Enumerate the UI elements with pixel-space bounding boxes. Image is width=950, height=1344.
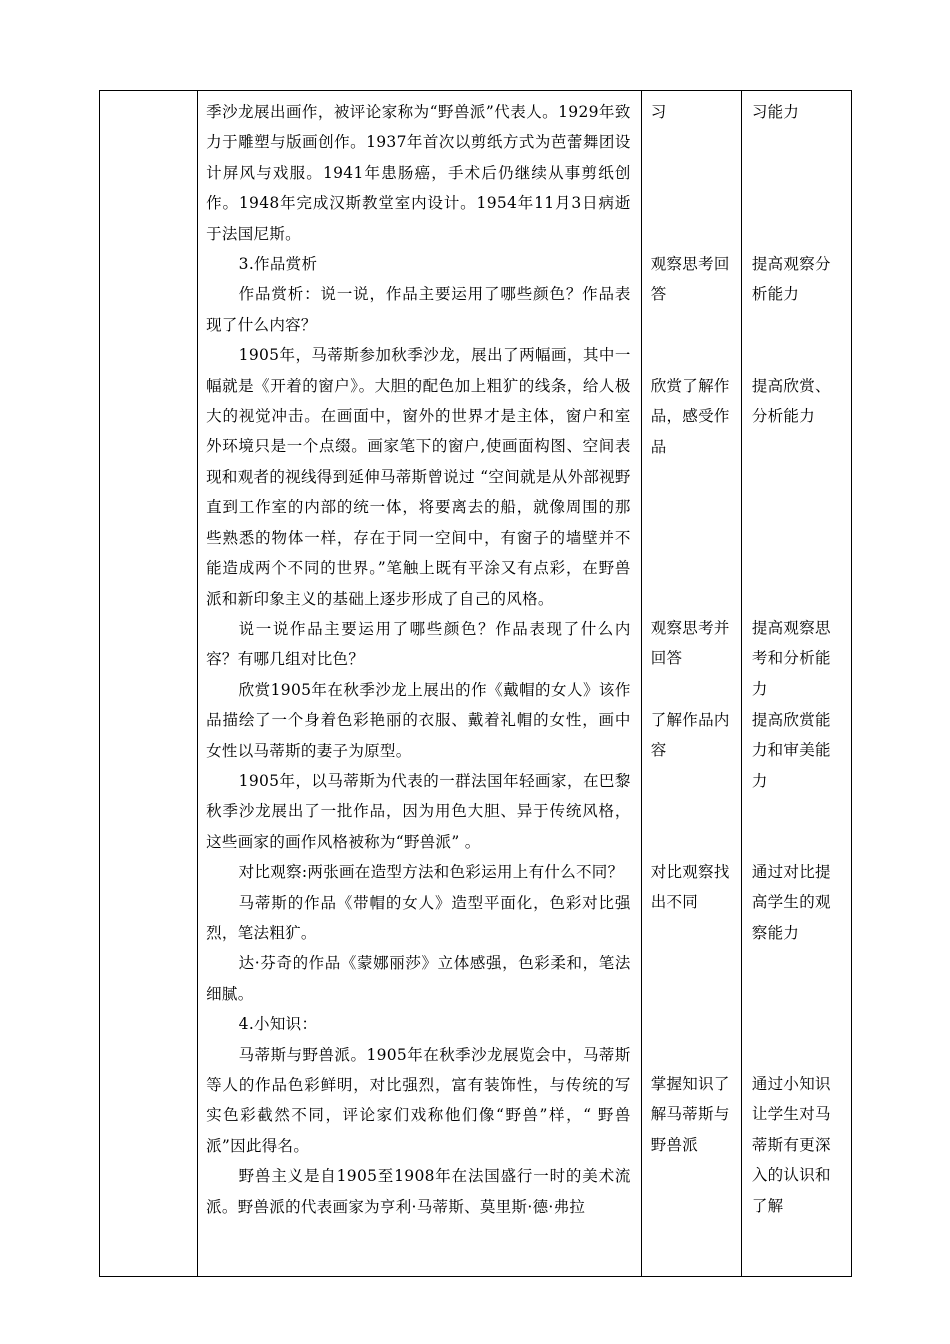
content-paragraph: 1905年，马蒂斯参加秋季沙龙，展出了两幅画，其中一幅就是《开着的窗户》。大胆的配色加上粗犷的线条，给人极大的视觉冲击。在画面中，窗外的世界才是主体，窗户和室外环境只是一个点缀。画家笔下的窗户,使画面构图、空间表现和观者的视线得到延伸马蒂斯曾说过 “空间就是从外部视野直到工作室的内部的统一体，将要离去的船，就像周围的那些熟悉的物体一样，存在于同一空间中，有窗子的墙壁并不能造成两个不同的世界。”笔触上既有平涂又有点彩，在野兽派和新印象主义的基础上逐步形成了自己的风格。 — [206, 346, 631, 608]
design-intent-text: 提高欣赏能力和审美能力 — [751, 711, 831, 790]
content-paragraph: 欣赏1905年在秋季沙龙上展出的作《戴帽的女人》该作品描绘了一个身着色彩艳丽的衣服、戴着礼帽的女性，画中女性以马蒂斯的妻子为原型。 — [206, 680, 631, 760]
lesson-plan-table — [99, 90, 852, 1277]
content-paragraph: 季沙龙展出画作，被评论家称为“野兽派”代表人。1929年致力于雕塑与版画创作。1937年首次以剪纸方式为芭蕾舞团设计屏风与戏服。1941年患肠癌，手术后仍继续从事剪纸创作。1948年完成汉斯教堂室内设计。1954年11月3日病逝于法国尼斯。 — [206, 103, 631, 243]
content-paragraph: 马蒂斯与野兽派。1905年在秋季沙龙展览会中，马蒂斯等人的作品色彩鲜明，对比强烈，富有装饰性，与传统的写实色彩截然不同，评论家们戏称他们像“野兽”样，“ 野兽派”因此得名。 — [206, 1045, 631, 1155]
content-paragraph: 野兽主义是自1905至1908年在法国盛行一时的美术流派。野兽派的代表画家为亨利·马蒂斯、莫里斯·德·弗拉 — [206, 1167, 631, 1216]
content-paragraph: 作品赏析：说一说，作品主要运用了哪些颜色？作品表现了什么内容？ — [206, 285, 631, 334]
student-activity-cell — [641, 91, 741, 1277]
content-paragraph: 1905年，以马蒂斯为代表的一群法国年轻画家，在巴黎秋季沙龙展出了一批作品，因为用色大胆、异于传统风格，这些画家的画作风格被称为“野兽派” 。 — [206, 771, 631, 851]
content-paragraph: 达·芬奇的作品《蒙娜丽莎》立体感强，色彩柔和，笔法细腻。 — [206, 954, 631, 1003]
design-intent-text: 提高欣赏、分析能力 — [751, 377, 831, 426]
content-paragraph: 说一说作品主要运用了哪些颜色？作品表现了什么内容？有哪几组对比色？ — [206, 619, 631, 669]
design-intent-text: 通过小知识让学生对马蒂斯有更深入的认识和了解 — [751, 1075, 831, 1215]
lesson-plan-table-page — [99, 90, 852, 1277]
student-activity-text: 了解作品内容 — [650, 711, 730, 760]
design-intent-text: 习能力 — [751, 103, 800, 121]
section-heading: 3.作品赏析 — [238, 255, 318, 274]
design-intent-text: 通过对比提高学生的观察能力 — [751, 863, 831, 942]
section-heading: 4.小知识： — [238, 1015, 318, 1034]
table-row — [100, 91, 852, 1277]
design-intent-text: 提高观察思考和分析能力 — [751, 619, 831, 698]
content-paragraph: 马蒂斯的作品《带帽的女人》造型平面化，色彩对比强烈，笔法粗犷。 — [206, 893, 631, 942]
student-activity-text: 对比观察找出不同 — [650, 863, 730, 912]
design-intent-cell — [741, 91, 851, 1277]
content-paragraph: 对比观察:两张画在造型方法和色彩运用上有什么不同？ — [238, 863, 624, 882]
student-activity-text: 观察思考并回答 — [650, 619, 730, 668]
student-activity-text: 习 — [650, 103, 667, 121]
student-activity-text: 掌握知识了解马蒂斯与野兽派 — [650, 1075, 730, 1154]
blank-column-cell — [100, 91, 198, 1277]
design-intent-text: 提高观察分析能力 — [751, 255, 831, 304]
teaching-content-cell — [198, 91, 642, 1277]
student-activity-text: 欣赏了解作品，感受作品 — [650, 377, 730, 456]
student-activity-text: 观察思考回答 — [650, 255, 730, 304]
